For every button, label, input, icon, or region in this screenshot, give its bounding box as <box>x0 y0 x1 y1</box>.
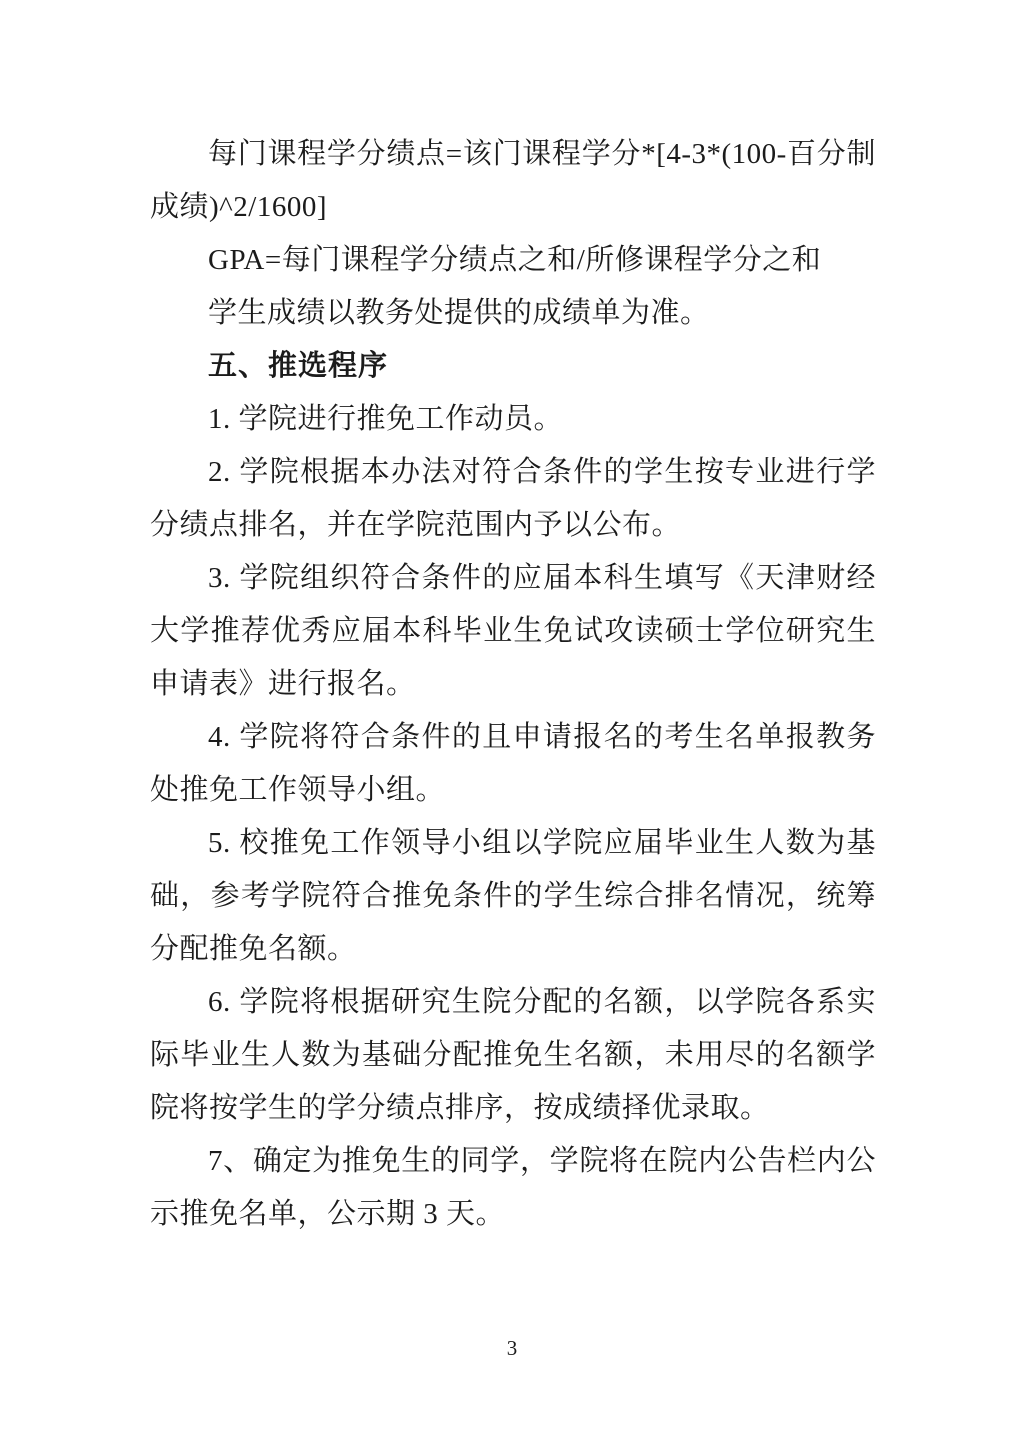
list-item-5: 5. 校推免工作领导小组以学院应届毕业生人数为基础，参考学院符合推免条件的学生综合排名情况，统筹分配推免名额。 <box>150 827 876 965</box>
list-item-3: 3. 学院组织符合条件的应届本科生填写《天津财经大学推荐优秀应届本科毕业生免试攻读硕士学位研究生申请表》进行报名。 <box>150 562 876 700</box>
list-item-7: 7、确定为推免生的同学，学院将在院内公告栏内公示推免名单，公示期 3 天。 <box>150 1145 876 1230</box>
page-number: 3 <box>506 1336 518 1360</box>
list-item-2: 2. 学院根据本办法对符合条件的学生按专业进行学分绩点排名，并在学院范围内予以公布。 <box>150 456 876 541</box>
page-body <box>150 128 876 1241</box>
section-heading: 五、推选程序 <box>208 350 389 382</box>
list-item-6: 6. 学院将根据研究生院分配的名额，以学院各系实际毕业生人数为基础分配推免生名额，未用尽的名额学院将按学生的学分绩点排序，按成绩择优录取。 <box>150 986 876 1124</box>
list-item-1: 1. 学院进行推免工作动员。 <box>208 403 564 435</box>
list-item-4: 4. 学院将符合条件的且申请报名的考生名单报教务处推免工作领导小组。 <box>150 721 876 806</box>
paragraph-gpa-formula: 每门课程学分绩点=该门课程学分*[4-3*(100-百分制成绩)^2/1600] <box>150 138 876 223</box>
paragraph-score-source: 学生成绩以教务处提供的成绩单为准。 <box>208 297 710 329</box>
paragraph-gpa-definition: GPA=每门课程学分绩点之和/所修课程学分之和 <box>208 244 822 276</box>
